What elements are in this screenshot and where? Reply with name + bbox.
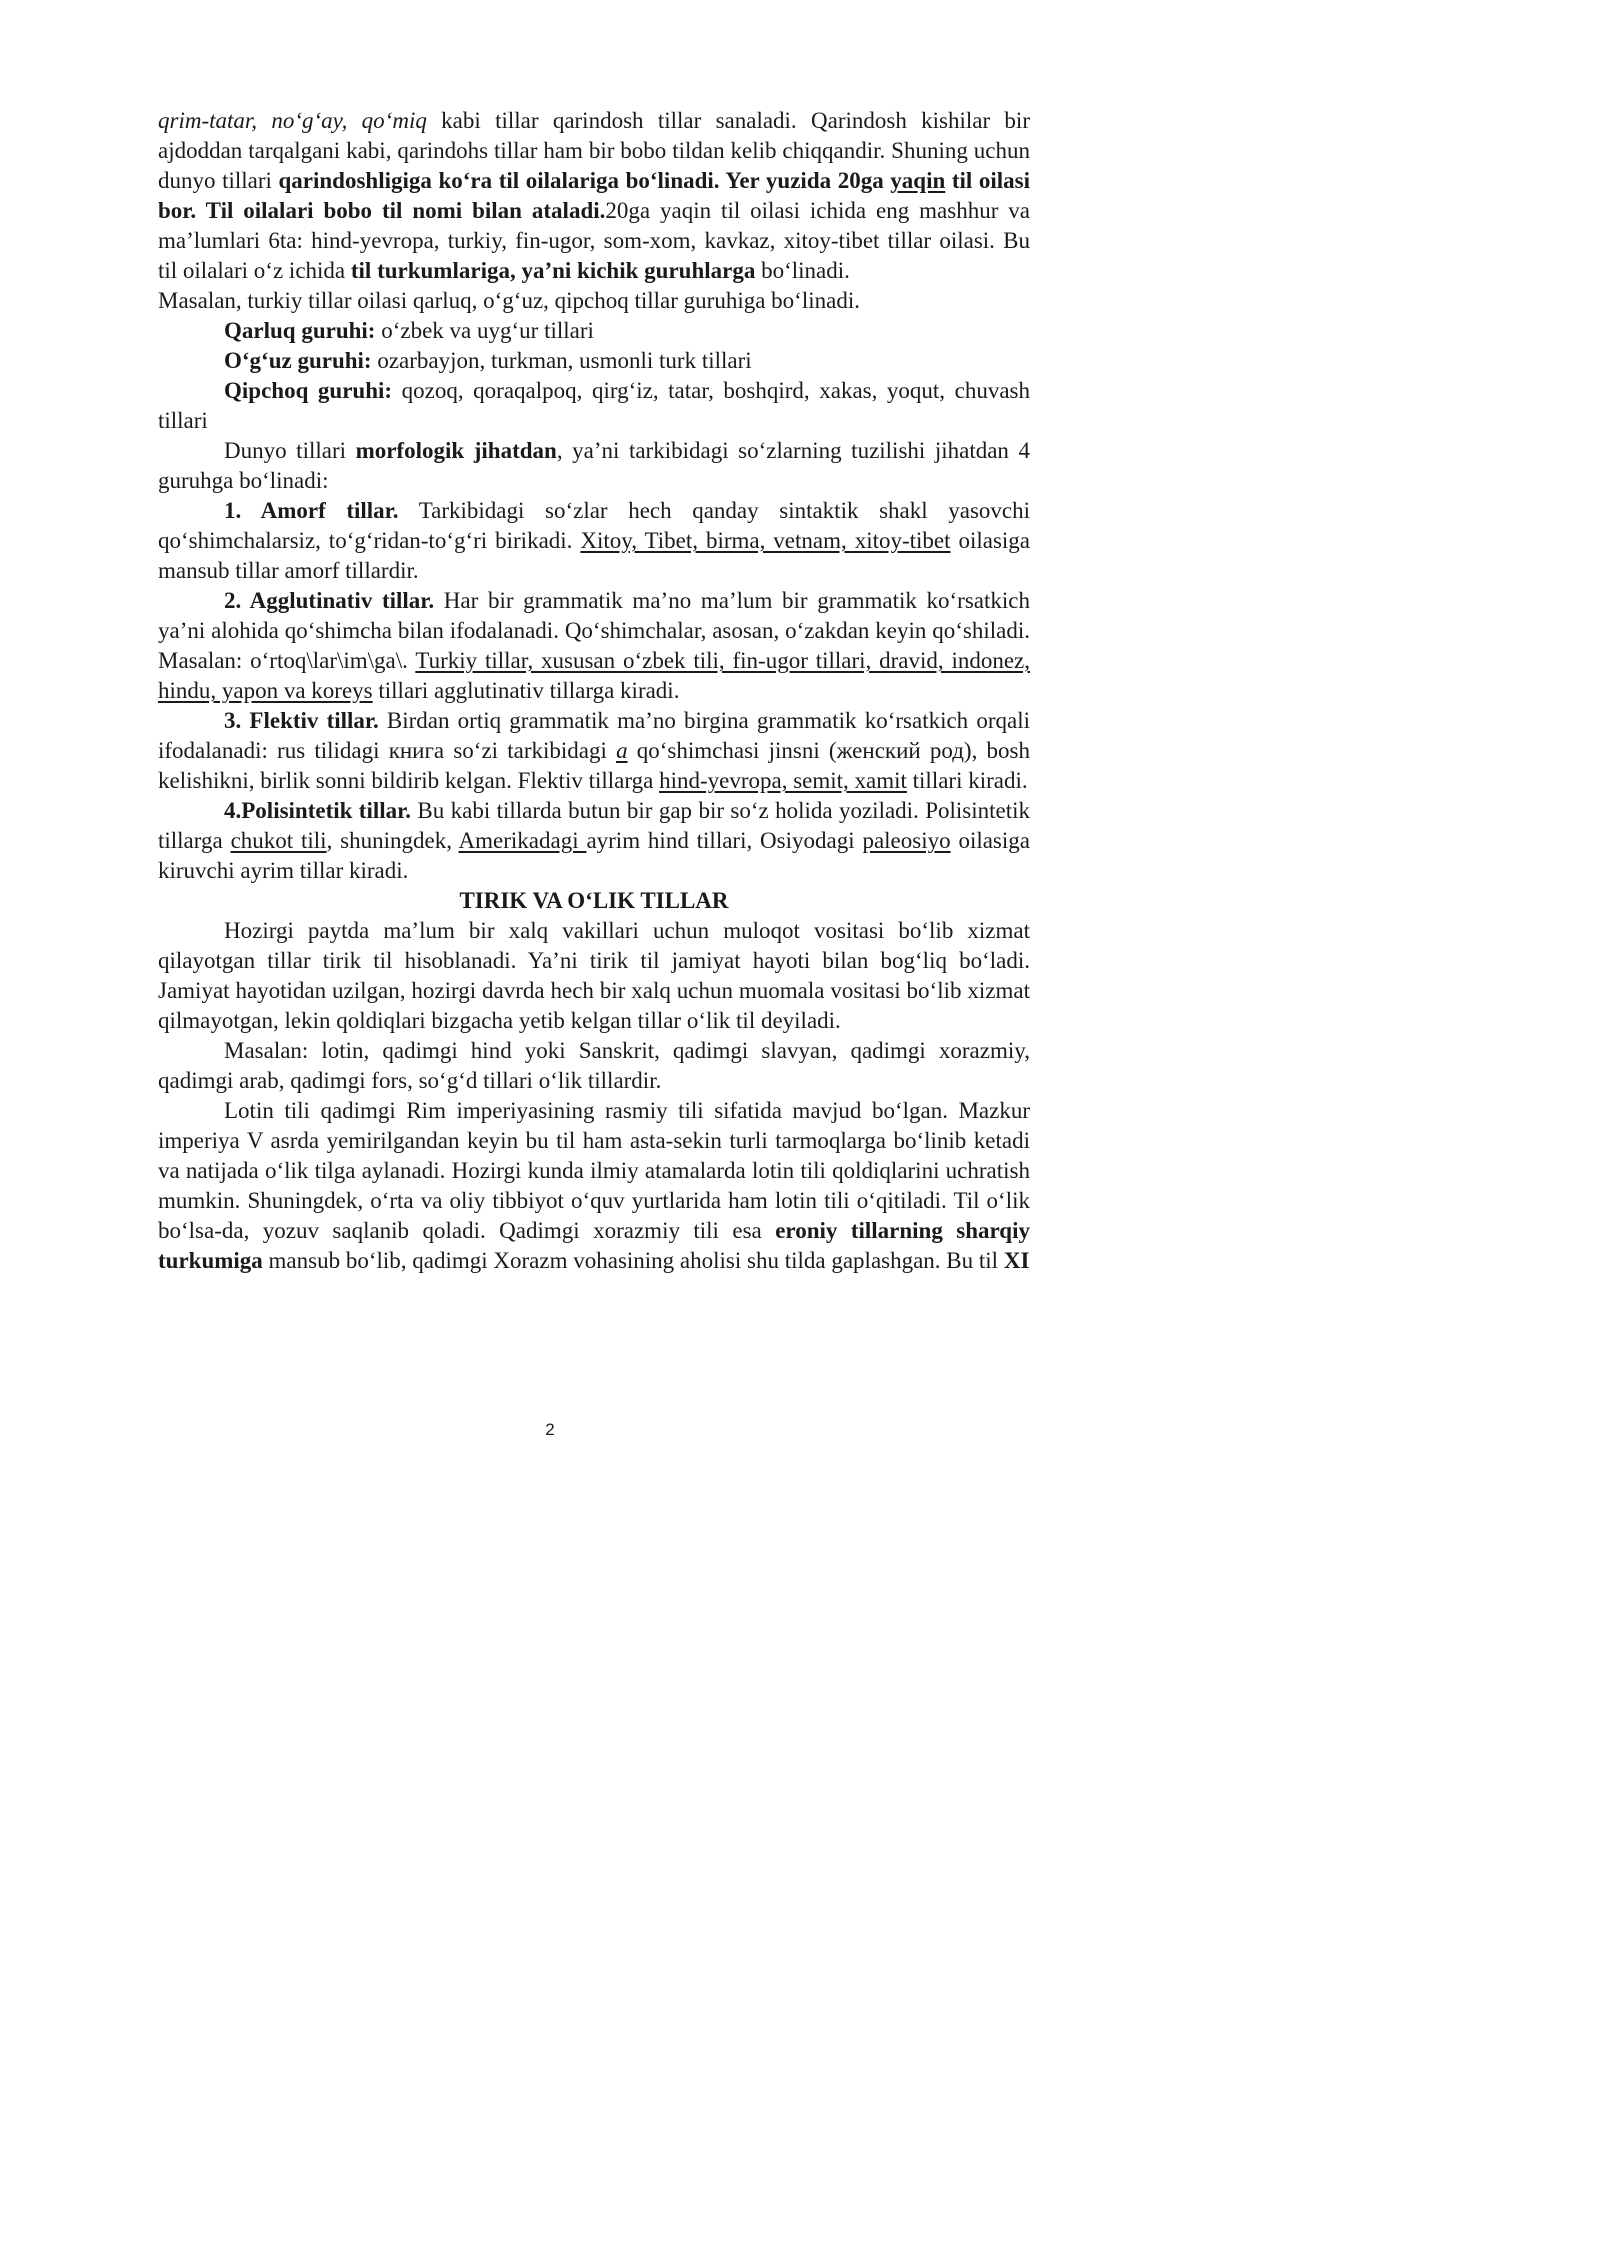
paragraph [158, 586, 1030, 706]
text-run: qrim-tatar, no‘g‘ay, qo‘miq [158, 108, 427, 133]
text-run: hind-yevropa, semit, xamit [659, 768, 907, 793]
page-number: 2 [545, 1420, 555, 1439]
text-run: Masalan, turkiy tillar oilasi qarluq, o‘g‘uz, qipchoq tillar guruhiga bo‘linadi. [158, 288, 860, 313]
text-run: 20ga yaqin til oilasi ichida eng mashhur va ma’lumlari 6ta: hind-yevropa, turkiy, fin-ugor, som-xom, kavkaz, xitoy-tibet tillar oilasi. Bu til oilalari o‘z ichida [158, 198, 1030, 283]
text-run: ayrim hind tillari, Osiyodagi [586, 828, 863, 853]
text-run: bo‘linadi. [755, 258, 850, 283]
document-page [0, 0, 1100, 1555]
text-run: Bu kabi tillarda butun bir gap bir so‘z holida yoziladi. Polisintetik tillarga [158, 798, 1030, 853]
text-run: Hozirgi paytda ma’lum bir xalq vakillari uchun muloqot vositasi bo‘lib xizmat qilayotgan tillar tirik til hisoblanadi. Ya’ni tirik til jamiyat hayoti bilan bog‘liq bo‘ladi. Jamiyat hayotidan uzilgan, hozirgi davrda hech bir xalq uchun muomala vositasi bo‘lib xizmat qilmayotgan, lekin qoldiqlari bizgacha yetib kelgan tillar o‘lik til deyiladi. [158, 918, 1030, 1033]
text-run: qarindoshligiga ko‘ra til oilalariga bo‘linadi. Yer yuzida 20ga [278, 168, 891, 193]
text-run: morfologik jihatdan [355, 438, 557, 463]
text-run: Qipchoq guruhi: [224, 378, 393, 403]
text-run: til oilasi bor. Til oilalari bobo til nomi bilan ataladi. [158, 168, 1030, 223]
paragraph [158, 1096, 1030, 1276]
text-run: , ya’ni tarkibidagi so‘zlarning tuzilishi jihatdan 4 guruhga bo‘linadi: [158, 438, 1030, 493]
paragraph [158, 916, 1030, 1036]
text-run: yaqin [890, 168, 946, 193]
paragraph [158, 106, 1030, 286]
text-run: qozoq, qoraqalpoq, qirg‘iz, tatar, boshqird, xakas, yoqut, chuvash tillari [158, 378, 1030, 433]
text-run: eroniy tillarning sharqiy turkumiga [158, 1218, 1030, 1273]
text-run: ozarbayjon, turkman, usmonli turk tillari [371, 348, 752, 373]
text-run: Birdan ortiq grammatik ma’no birgina grammatik ko‘rsatkich orqali ifodalanadi: rus tilidagi книга so‘zi tarkibidagi [158, 708, 1030, 763]
text-run: tillari kiradi. [906, 768, 1028, 793]
text-run: kabi tillar qarindosh tillar sanaladi. Qarindosh kishilar bir ajdoddan tarqalgani kabi, qarindohs tillar ham bir bobo tildan kelib chiqqandir. Shuning uchun dunyo tillari [158, 108, 1030, 193]
paragraph [158, 796, 1030, 886]
text-run: Qarluq guruhi: [224, 318, 376, 343]
text-run: а [616, 738, 628, 763]
text-run: Turkiy tillar, xususan o‘zbek tili, fin-ugor tillari, dravid, indonez, hindu, yapon va koreys [158, 648, 1030, 703]
text-run: Amerikadagi [458, 828, 587, 853]
text-run: 1. Amorf tillar. [224, 498, 399, 523]
text-run: oilasiga mansub tillar amorf tillardir. [158, 528, 1030, 583]
paragraph [158, 286, 1030, 316]
text-run: mansub bo‘lib, qadimgi Xorazm vohasining aholisi shu tilda gaplashgan. Bu til [262, 1248, 1004, 1273]
text-run: tillari agglutinativ tillarga kiradi. [372, 678, 680, 703]
text-run: paleosiyo [862, 828, 951, 853]
text-run: oilasiga kiruvchi ayrim tillar kiradi. [158, 828, 1030, 883]
text-run: 3. Flektiv tillar. [224, 708, 379, 733]
text-run: Lotin tili qadimgi Rim imperiyasining rasmiy tili sifatida mavjud bo‘lgan. Mazkur imperiya V asrda yemirilgandan keyin bu til ham asta-sekin turli tarmoqlarga bo‘linib ketadi va natijada o‘lik tilga aylanadi. Hozirgi kunda ilmiy atamalarda lotin tili qoldiqlarini uchratish mumkin. Shuningdek, o‘rta va oliy tibbiyot o‘quv yurtlarida ham lotin tili o‘qitiladi. Til o‘lik bo‘lsa-da, yozuv saqlanib qoladi. Qadimgi xorazmiy tili esa [158, 1098, 1030, 1243]
text-run: o‘zbek va uyg‘ur tillari [375, 318, 594, 343]
paragraph [158, 376, 1030, 436]
text-run: qo‘shimchasi jinsni (женский род), bosh kelishikni, birlik sonni bildirib kelgan. Flektiv tillarga [158, 738, 1030, 793]
text-run: , shuningdek, [326, 828, 459, 853]
text-run: Dunyo tillari [224, 438, 356, 463]
paragraph [158, 346, 1030, 376]
section-heading [158, 886, 1030, 916]
paragraph [158, 1036, 1030, 1096]
text-run: TIRIK VA O‘LIK TILLAR [459, 888, 729, 913]
text-run: 4.Polisintetik tillar. [224, 798, 411, 823]
paragraph [158, 496, 1030, 586]
text-run: chukot tili [230, 828, 327, 853]
text-run: O‘g‘uz guruhi: [224, 348, 372, 373]
text-run: Har bir grammatik ma’no ma’lum bir grammatik ko‘rsatkich ya’ni alohida qo‘shimcha bilan ifodalanadi. Qo‘shimchalar, asosan, o‘zakdan keyin qo‘shiladi. Masalan: o‘rtoq\lar\im\ga\. [158, 588, 1030, 673]
text-run: 2. Agglutinativ tillar. [224, 588, 435, 613]
text-run: til turkumlariga, ya’ni kichik guruhlarga [350, 258, 756, 283]
text-run: XI [1003, 1248, 1030, 1273]
paragraph [158, 316, 1030, 346]
text-run: Tarkibidagi so‘zlar hech qanday sintaktik shakl yasovchi qo‘shimchalarsiz, to‘g‘ridan-to‘g‘ri birikadi. [158, 498, 1030, 553]
paragraph [158, 436, 1030, 496]
text-run: Xitoy, Tibet, birma, vetnam, xitoy-tibet [580, 528, 951, 553]
page-body [158, 106, 1030, 1276]
paragraph [158, 706, 1030, 796]
text-run: Masalan: lotin, qadimgi hind yoki Sanskrit, qadimgi slavyan, qadimgi xorazmiy, qadimgi arab, qadimgi fors, so‘g‘d tillari o‘lik tillardir. [158, 1038, 1030, 1093]
